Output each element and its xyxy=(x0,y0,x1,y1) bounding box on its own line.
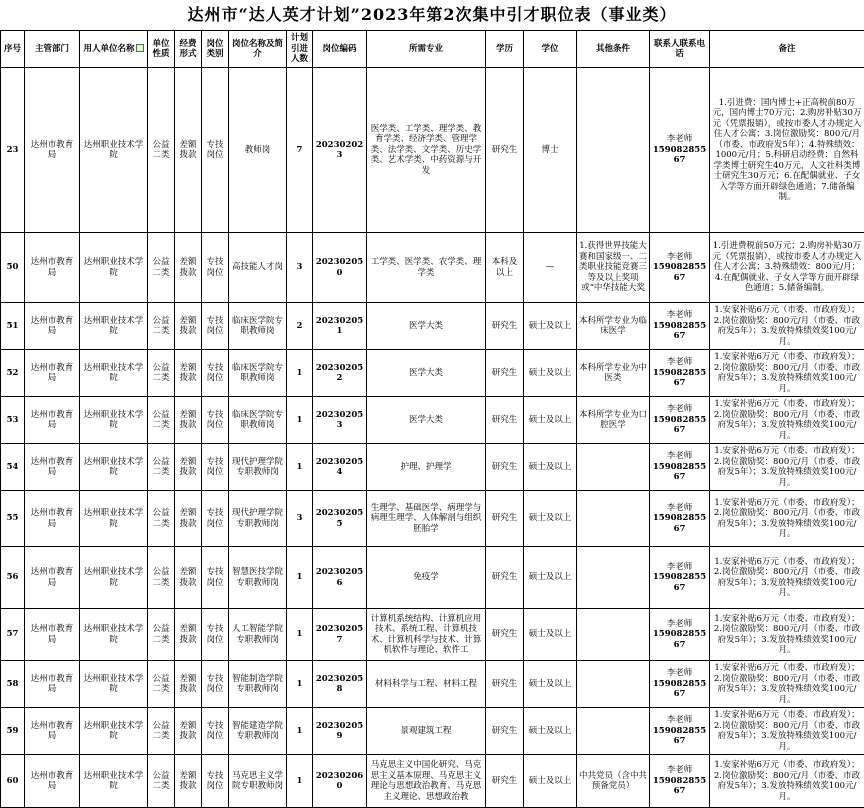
cell-unit-nature: 公益二类 xyxy=(148,444,175,491)
cell-major: 景观建筑工程 xyxy=(367,708,486,755)
cell-funding: 差额拨款 xyxy=(175,661,202,708)
cell-post-name: 智能建造学院专职教师岗 xyxy=(229,708,287,755)
cell-post-type: 专技岗位 xyxy=(202,397,229,444)
cell-other: 中共党员（含中共预备党员） xyxy=(577,755,650,808)
cell-dept: 达州市教育局 xyxy=(25,350,80,397)
contact-name: 李老师 xyxy=(652,252,707,263)
cell-education: 研究生 xyxy=(486,609,524,661)
cell-funding: 差额拨款 xyxy=(175,755,202,808)
header-major: 所需专业 xyxy=(367,31,486,68)
cell-degree: 硕士及以上 xyxy=(524,547,577,609)
contact-name: 李老师 xyxy=(652,619,707,630)
cell-seq: 50 xyxy=(1,233,25,303)
cell-post-name: 智能制造学院专职教师岗 xyxy=(229,661,287,708)
cell-dept: 达州市教育局 xyxy=(25,68,80,233)
cell-post-type: 专技岗位 xyxy=(202,303,229,350)
cell-post-name: 人工智能学院专职教师岗 xyxy=(229,609,287,661)
cell-funding: 差额拨款 xyxy=(175,68,202,233)
cell-contact xyxy=(650,303,710,350)
cell-employer: 达州职业技术学院 xyxy=(80,547,148,609)
header-other: 其他条件 xyxy=(577,31,650,68)
cell-funding: 差额拨款 xyxy=(175,547,202,609)
cell-post-code: 202302051 xyxy=(313,303,367,350)
cell-contact xyxy=(650,233,710,303)
cell-degree: — xyxy=(524,233,577,303)
cell-remarks: 1.安家补贴6万元（市委、市政府发）；2.岗位激励奖：800元/月（市委、市政府发5年）；3.发放特殊绩效奖100元/月。 xyxy=(710,661,864,708)
contact-phone: 15908285567 xyxy=(652,145,707,166)
cell-remarks: 1.安家补贴6万元（市委、市政府发）；2.岗位激励奖：800元/月（市委、市政府发5年）；3.发放特殊绩效奖100元/月。 xyxy=(710,547,864,609)
cell-other xyxy=(577,708,650,755)
cell-post-type: 专技岗位 xyxy=(202,609,229,661)
cell-unit-nature: 公益二类 xyxy=(148,68,175,233)
cell-major: 医学大类 xyxy=(367,397,486,444)
cell-post-type: 专技岗位 xyxy=(202,708,229,755)
cell-education: 研究生 xyxy=(486,547,524,609)
table-row xyxy=(1,547,864,609)
cell-education: 研究生 xyxy=(486,303,524,350)
header-funding: 经费形式 xyxy=(175,31,202,68)
cell-quota: 1 xyxy=(287,350,313,397)
cell-contact xyxy=(650,68,710,233)
cell-unit-nature: 公益二类 xyxy=(148,350,175,397)
contact-phone: 15908285567 xyxy=(652,776,707,797)
contact-name: 李老师 xyxy=(652,404,707,415)
cell-dept: 达州市教育局 xyxy=(25,547,80,609)
header-degree: 学位 xyxy=(524,31,577,68)
cell-education: 研究生 xyxy=(486,491,524,547)
cell-degree: 硕士及以上 xyxy=(524,444,577,491)
cell-post-name: 临床医学院专职教师岗 xyxy=(229,350,287,397)
cell-other xyxy=(577,491,650,547)
cell-seq: 53 xyxy=(1,397,25,444)
cell-employer: 达州职业技术学院 xyxy=(80,491,148,547)
header-dept: 主管部门 xyxy=(25,31,80,68)
header-contact: 联系人联系电话 xyxy=(650,31,710,68)
cell-other xyxy=(577,547,650,609)
cell-seq: 56 xyxy=(1,547,25,609)
cell-unit-nature: 公益二类 xyxy=(148,755,175,808)
cell-degree: 硕士及以上 xyxy=(524,397,577,444)
cell-funding: 差额拨款 xyxy=(175,303,202,350)
contact-name: 李老师 xyxy=(652,715,707,726)
cell-post-type: 专技岗位 xyxy=(202,350,229,397)
cell-degree: 硕士及以上 xyxy=(524,609,577,661)
header-seq: 序号 xyxy=(1,31,25,68)
contact-phone: 15908285567 xyxy=(652,462,707,483)
cell-education: 研究生 xyxy=(486,661,524,708)
cell-dept: 达州市教育局 xyxy=(25,755,80,808)
cell-remarks: 1.安家补贴6万元（市委、市政府发）；2.岗位激励奖：800元/月（市委、市政府发5年）；3.发放特殊绩效奖100元/月。 xyxy=(710,444,864,491)
cell-education: 研究生 xyxy=(486,68,524,233)
cell-seq: 55 xyxy=(1,491,25,547)
contact-name: 李老师 xyxy=(652,451,707,462)
contact-phone: 15908285567 xyxy=(652,368,707,389)
cell-contact xyxy=(650,708,710,755)
cell-post-name: 高技能人才岗 xyxy=(229,233,287,303)
header-post-name: 岗位名称及简介 xyxy=(229,31,287,68)
cell-education: 研究生 xyxy=(486,444,524,491)
cell-major: 免疫学 xyxy=(367,547,486,609)
cell-degree: 硕士及以上 xyxy=(524,303,577,350)
contact-name: 李老师 xyxy=(652,668,707,679)
cell-education: 研究生 xyxy=(486,755,524,808)
cell-seq: 58 xyxy=(1,661,25,708)
cell-funding: 差额拨款 xyxy=(175,233,202,303)
cell-unit-nature: 公益二类 xyxy=(148,661,175,708)
cell-employer: 达州职业技术学院 xyxy=(80,350,148,397)
contact-name: 李老师 xyxy=(652,134,707,145)
header-education: 学历 xyxy=(486,31,524,68)
header-post-type: 岗位类别 xyxy=(202,31,229,68)
positions-table xyxy=(0,30,864,808)
cell-seq: 59 xyxy=(1,708,25,755)
cell-remarks: 1.安家补贴6万元（市委、市政府发）；2.岗位激励奖：800元/月（市委、市政府发5年）；3.发放特殊绩效奖100元/月。 xyxy=(710,708,864,755)
cell-quota: 3 xyxy=(287,233,313,303)
cell-funding: 差额拨款 xyxy=(175,397,202,444)
cell-quota: 1 xyxy=(287,609,313,661)
table-row xyxy=(1,708,864,755)
cell-contact xyxy=(650,755,710,808)
cell-major: 护理、护理学 xyxy=(367,444,486,491)
contact-name: 李老师 xyxy=(652,562,707,573)
cell-dept: 达州市教育局 xyxy=(25,708,80,755)
cell-other: 本科所学专业为中医类 xyxy=(577,350,650,397)
cell-remarks: 1.安家补贴6万元（市委、市政府发）；2.岗位激励奖：800元/月（市委、市政府发5年）；3.发放特殊绩效奖100元/月。 xyxy=(710,755,864,808)
cell-post-code: 202302060 xyxy=(313,755,367,808)
contact-phone: 15908285567 xyxy=(652,679,707,700)
cell-post-code: 202302050 xyxy=(313,233,367,303)
table-row xyxy=(1,350,864,397)
cell-unit-nature: 公益二类 xyxy=(148,547,175,609)
table-row xyxy=(1,444,864,491)
cell-post-name: 教师岗 xyxy=(229,68,287,233)
cell-remarks: 1.安家补贴6万元（市委、市政府发）；2.岗位激励奖：800元/月（市委、市政府发5年）；3.发放特殊绩效奖100元/月。 xyxy=(710,491,864,547)
cell-unit-nature: 公益二类 xyxy=(148,609,175,661)
cell-seq: 52 xyxy=(1,350,25,397)
cell-post-name: 临床医学院专职教师岗 xyxy=(229,303,287,350)
cell-education: 研究生 xyxy=(486,708,524,755)
cell-quota: 1 xyxy=(287,708,313,755)
cell-post-name: 现代护理学院专职教师岗 xyxy=(229,444,287,491)
cell-remarks: 1.引进费：国内博士+正高税前80万元，国内博士70万元；2.购房补贴30万元（凭票报销），或按市委人才办规定入住人才公寓；3.岗位激励奖：800元/月（市委、市政府发5年）；4.特殊绩效：1000元/月；5.科研启动经费：自然科学类博士研究生40万元，人文社科类博士研究生30万元；6.在配偶就业、子女入学等方面开辟绿色通道；7.储备编制。 xyxy=(710,68,864,233)
cell-contact xyxy=(650,350,710,397)
cell-dept: 达州市教育局 xyxy=(25,609,80,661)
cell-post-type: 专技岗位 xyxy=(202,68,229,233)
contact-phone: 15908285567 xyxy=(652,726,707,747)
cell-dept: 达州市教育局 xyxy=(25,491,80,547)
cell-dept: 达州市教育局 xyxy=(25,444,80,491)
cell-post-type: 专技岗位 xyxy=(202,661,229,708)
cell-post-code: 202302056 xyxy=(313,547,367,609)
cell-quota: 1 xyxy=(287,397,313,444)
header-remarks: 备注 xyxy=(710,31,864,68)
table-row xyxy=(1,661,864,708)
cell-funding: 差额拨款 xyxy=(175,444,202,491)
cell-degree: 博士 xyxy=(524,68,577,233)
cell-contact xyxy=(650,609,710,661)
cell-quota: 1 xyxy=(287,755,313,808)
cell-education: 研究生 xyxy=(486,350,524,397)
cell-other: 本科所学专业为口腔医学 xyxy=(577,397,650,444)
cell-degree: 硕士及以上 xyxy=(524,708,577,755)
header-post-code: 岗位编码 xyxy=(313,31,367,68)
cell-contact xyxy=(650,397,710,444)
cell-post-code: 202302058 xyxy=(313,661,367,708)
cell-employer: 达州职业技术学院 xyxy=(80,233,148,303)
contact-phone: 15908285567 xyxy=(652,321,707,342)
cell-remarks: 1.安家补贴6万元（市委、市政府发）；2.岗位激励奖：800元/月（市委、市政府发5年）；3.发放特殊绩效奖100元/月。 xyxy=(710,397,864,444)
cell-post-name: 临床医学院专职教师岗 xyxy=(229,397,287,444)
cell-funding: 差额拨款 xyxy=(175,350,202,397)
cell-funding: 差额拨款 xyxy=(175,491,202,547)
contact-phone: 15908285567 xyxy=(652,629,707,650)
cell-dept: 达州市教育局 xyxy=(25,303,80,350)
cell-seq: 60 xyxy=(1,755,25,808)
cell-post-name: 现代护理学院专职教师岗 xyxy=(229,491,287,547)
cell-other: 本科所学专业为临床医学 xyxy=(577,303,650,350)
cell-seq: 54 xyxy=(1,444,25,491)
cell-remarks: 1.安家补贴6万元（市委、市政府发）；2.岗位激励奖：800元/月（市委、市政府发5年）；3.发放特殊绩效奖100元/月。 xyxy=(710,303,864,350)
cell-major: 医学类、工学类、理学类、教育学类、经济学类、管理学类、法学类、文学类、历史学类、艺术学类、中药资源与开发 xyxy=(367,68,486,233)
header-quota: 计划引进人数 xyxy=(287,31,313,68)
cell-degree: 硕士及以上 xyxy=(524,350,577,397)
cell-post-code: 202302053 xyxy=(313,397,367,444)
table-row xyxy=(1,491,864,547)
cell-remarks: 1.安家补贴6万元（市委、市政府发）；2.岗位激励奖：800元/月（市委、市政府发5年）；3.发放特殊绩效奖100元/月。 xyxy=(710,609,864,661)
header-unit-nature: 单位性质 xyxy=(148,31,175,68)
cell-major: 生理学、基础医学、病理学与病理生理学、人体解剖与组织胚胎学 xyxy=(367,491,486,547)
cell-post-code: 202302052 xyxy=(313,350,367,397)
cell-contact xyxy=(650,491,710,547)
cell-employer: 达州职业技术学院 xyxy=(80,68,148,233)
cell-contact xyxy=(650,547,710,609)
table-row xyxy=(1,303,864,350)
cell-employer: 达州职业技术学院 xyxy=(80,661,148,708)
contact-phone: 15908285567 xyxy=(652,572,707,593)
cell-employer: 达州职业技术学院 xyxy=(80,444,148,491)
cell-remarks: 1.安家补贴6万元（市委、市政府发）；2.岗位激励奖：800元/月（市委、市政府发5年）；3.发放特殊绩效奖100元/月。 xyxy=(710,350,864,397)
table-row xyxy=(1,68,864,233)
contact-name: 李老师 xyxy=(652,310,707,321)
cell-major: 医学大类 xyxy=(367,303,486,350)
table-row xyxy=(1,233,864,303)
cell-unit-nature: 公益二类 xyxy=(148,491,175,547)
cell-degree: 硕士及以上 xyxy=(524,491,577,547)
cell-dept: 达州市教育局 xyxy=(25,233,80,303)
cell-dept: 达州市教育局 xyxy=(25,397,80,444)
cell-other xyxy=(577,609,650,661)
cell-quota: 1 xyxy=(287,444,313,491)
cell-post-type: 专技岗位 xyxy=(202,444,229,491)
cell-major: 材料科学与工程、材料工程 xyxy=(367,661,486,708)
filter-dropdown-icon[interactable] xyxy=(136,44,144,52)
cell-post-type: 专技岗位 xyxy=(202,233,229,303)
cell-major: 工学类、医学类、农学类、理学类 xyxy=(367,233,486,303)
cell-funding: 差额拨款 xyxy=(175,708,202,755)
cell-education: 研究生 xyxy=(486,397,524,444)
cell-remarks: 1.引进费税前50万元；2.购房补贴30万元（凭票报销），或按市委人才办规定入住人才公寓；3.特殊绩效：800元/月；4.在配偶就业、子女入学等方面开辟绿色通道；5.储备编制。 xyxy=(710,233,864,303)
contact-name: 李老师 xyxy=(652,357,707,368)
cell-post-type: 专技岗位 xyxy=(202,491,229,547)
cell-other: 1.获得世界技能大赛和国家级一、二类职业技能竞赛三等及以上奖项或“中华技能大奖 xyxy=(577,233,650,303)
cell-post-name: 智慧医技学院专职教师岗 xyxy=(229,547,287,609)
cell-seq: 51 xyxy=(1,303,25,350)
contact-name: 李老师 xyxy=(652,765,707,776)
cell-post-code: 202302055 xyxy=(313,491,367,547)
cell-post-type: 专技岗位 xyxy=(202,547,229,609)
header-employer-label: 用人单位名称 xyxy=(83,44,134,54)
header-row xyxy=(1,31,864,68)
cell-unit-nature: 公益二类 xyxy=(148,303,175,350)
cell-quota: 2 xyxy=(287,303,313,350)
contact-phone: 15908285567 xyxy=(652,415,707,436)
cell-quota: 3 xyxy=(287,491,313,547)
cell-employer: 达州职业技术学院 xyxy=(80,755,148,808)
cell-unit-nature: 公益二类 xyxy=(148,233,175,303)
cell-post-code: 202302059 xyxy=(313,708,367,755)
table-row xyxy=(1,397,864,444)
cell-dept: 达州市教育局 xyxy=(25,661,80,708)
cell-seq: 23 xyxy=(1,68,25,233)
cell-major: 马克思主义中国化研究、马克思主义基本原理、马克思主义理论与思想政治教育、马克思主义理论、思想政治教 xyxy=(367,755,486,808)
cell-quota: 1 xyxy=(287,661,313,708)
cell-degree: 硕士及以上 xyxy=(524,755,577,808)
cell-other xyxy=(577,444,650,491)
contact-phone: 15908285567 xyxy=(652,262,707,283)
cell-employer: 达州职业技术学院 xyxy=(80,397,148,444)
cell-quota: 7 xyxy=(287,68,313,233)
cell-employer: 达州职业技术学院 xyxy=(80,303,148,350)
cell-quota: 1 xyxy=(287,547,313,609)
cell-other xyxy=(577,661,650,708)
cell-major: 医学大类 xyxy=(367,350,486,397)
table-row xyxy=(1,609,864,661)
cell-post-code: 202302054 xyxy=(313,444,367,491)
cell-post-type: 专技岗位 xyxy=(202,755,229,808)
cell-education: 本科及以上 xyxy=(486,233,524,303)
cell-post-code: 202302057 xyxy=(313,609,367,661)
cell-unit-nature: 公益二类 xyxy=(148,397,175,444)
cell-contact xyxy=(650,444,710,491)
header-employer[interactable] xyxy=(80,31,148,68)
cell-funding: 差额拨款 xyxy=(175,609,202,661)
cell-other xyxy=(577,68,650,233)
cell-employer: 达州职业技术学院 xyxy=(80,708,148,755)
cell-contact xyxy=(650,661,710,708)
cell-employer: 达州职业技术学院 xyxy=(80,609,148,661)
cell-post-code: 202302023 xyxy=(313,68,367,233)
contact-name: 李老师 xyxy=(652,503,707,514)
cell-major: 计算机系统结构、计算机应用技术、系统工程、计算机技术、计算机科学与技术、计算机软件与理论、软件工 xyxy=(367,609,486,661)
page-title: 达州市“达人英才计划”2023年第2次集中引才职位表（事业类） xyxy=(0,0,864,30)
table-row xyxy=(1,755,864,808)
cell-seq: 57 xyxy=(1,609,25,661)
contact-phone: 15908285567 xyxy=(652,513,707,534)
cell-unit-nature: 公益二类 xyxy=(148,708,175,755)
cell-post-name: 马克思主义学院专职教师岗 xyxy=(229,755,287,808)
cell-degree: 硕士及以上 xyxy=(524,661,577,708)
